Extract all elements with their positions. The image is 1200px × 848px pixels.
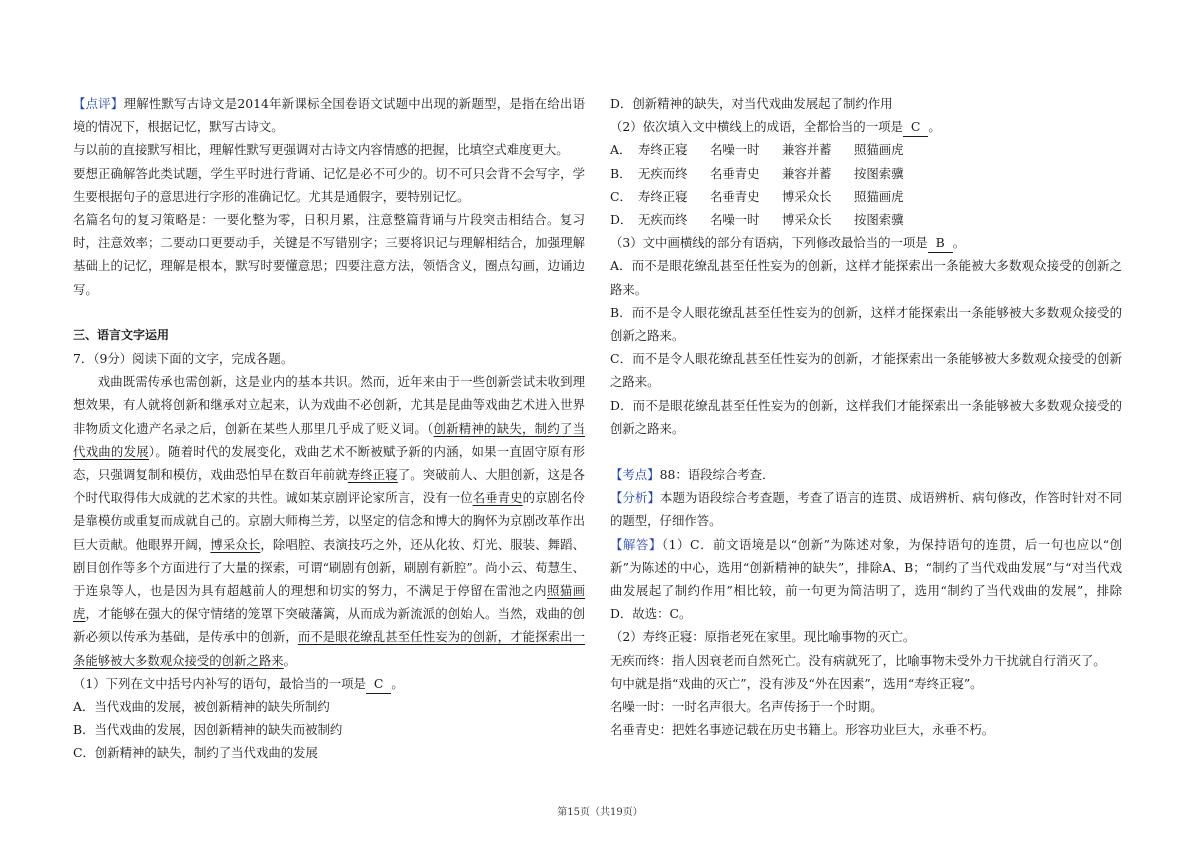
idiom: 兼容并蓄 — [782, 142, 832, 158]
answer-line: （2）寿终正寝：原指老死在家里。现比喻事物的灭亡。 — [610, 629, 916, 645]
q3-option-d: D．而不是眼花缭乱甚至任性妄为的创新，这样我们才能探索出一条能够被大多数观众接受的创新之路来。 — [610, 397, 1122, 436]
question-1 — [73, 672, 585, 695]
idiom: 博采众长 — [782, 212, 832, 228]
q3-option-c: C．而不是令人眼花缭乱甚至任性妄为的创新，才能探索出一条能够被大多数观众接受的创新之路来。 — [610, 351, 1122, 390]
question-3-answer: B — [928, 234, 953, 253]
q1-option-d: D．创新精神的缺失，对当代戏曲发展起了制约作用 — [610, 96, 893, 111]
option-letter: B． — [610, 165, 632, 181]
q2-option-a — [610, 138, 1122, 161]
q2-option-c — [610, 185, 1122, 208]
idiom: 名噪一时 — [710, 142, 760, 158]
question-1-answer: C — [366, 675, 391, 694]
question-2-text: （2）依次填入文中横线上的成语，全都恰当的一项是 — [610, 119, 903, 135]
q3-option-a: A．而不是眼花缭乱甚至任性妄为的创新，这样才能探索出一条能被大多数观众接受的创新之路来。 — [610, 258, 1122, 297]
answer-line: 名噪一时：一时名声很大。名声传扬于一个时期。 — [610, 699, 883, 715]
paragraph-dictation-comparison: 与以前的直接默写相比，理解性默写更强调对古诗文内容情感的把握，比填空式难度更大。 — [73, 142, 569, 158]
question-1-text: （1）下列在文中括号内补写的语句，最恰当的一项是 — [73, 675, 366, 691]
idiom: 博采众长 — [782, 188, 832, 204]
passage-text: 的京剧名伶是靠模仿或重复而成就自己的。京剧大师梅兰芳，以坚定的信念和博大的胸怀为京剧改革作出巨大贡献。他眼界开阔， — [73, 490, 586, 552]
passage-blank-5: 照猫画虎 — [73, 583, 586, 622]
passage-blank-1: 创新精神的缺失，制约了当代戏曲的发展 — [73, 420, 586, 459]
idiom: 按图索骥 — [854, 212, 904, 228]
passage-blank-2: 寿终正寝 — [347, 467, 398, 483]
kaodian-paragraph — [610, 463, 1122, 486]
kaodian-tag: 【考点】 — [610, 467, 660, 483]
jieda-paragraph — [610, 533, 1122, 626]
idiom: 无疾而终 — [638, 165, 688, 181]
idiom: 兼容并蓄 — [782, 165, 832, 181]
jieda-text: （1）C．前文语境是以“创新”为陈述对象，为保持语句的连贯，后一句也应以“创新”为陈述的中心，选用“创新精神的缺失”，排除A、B；“制约了当代戏曲发展”与“对当代戏曲发展起了制约作用”相比较，前一句更为简洁明了，选用“制约了当代戏曲的发展”，排除D．故选：C。 — [610, 536, 1122, 622]
passage-text: ，除唱腔、表演技巧之外，还从化妆、灯光、服装、舞蹈、剧目创作等多个方面进行了大量的探索，可谓“刷剧有创新，刷剧有新腔”。尚小云、荀慧生、于连泉等人，也是因为具有超越前人的理想和切实的努力，不满足于停留在雷池之内 — [73, 536, 586, 599]
question-2 — [610, 115, 1122, 138]
idiom: 名噪一时 — [710, 212, 760, 228]
q2-option-b — [610, 162, 1122, 185]
passage-underlined-sentence: 而不是眼花缭乱甚至任性妄为的创新，才能探索出一条能够被大多数观众接受的创新之路来 — [73, 629, 586, 668]
spacer — [73, 301, 585, 324]
kaodian-text: 88：语段综合考查． — [659, 467, 775, 483]
q2-option-d — [610, 208, 1122, 231]
reading-passage — [73, 370, 585, 672]
option-letter: D． — [610, 212, 633, 228]
option-letter: C． — [610, 188, 632, 204]
idiom: 按图索骥 — [854, 165, 904, 181]
passage-text: ，才能够在强大的保守情绪的笼罩下突破藩篱，从而成为新流派的创始人。当然，戏曲的创新必须以传承为基础，是传承中的创新， — [73, 606, 586, 645]
answer-line: 名垂青史：把姓名事迹记载在历史书籍上。形容功业巨大，永垂不朽。 — [610, 722, 995, 738]
question-3 — [610, 231, 1122, 254]
idiom: 寿终正寝 — [638, 188, 688, 204]
question-3-end: 。 — [952, 235, 966, 251]
question-2-answer: C — [903, 118, 928, 137]
q1-option-c: C．创新精神的缺失，制约了当代戏曲的发展 — [73, 745, 318, 761]
fenxi-tag: 【分析】 — [610, 490, 660, 506]
page-footer: 第15页（共19页） — [557, 807, 643, 818]
idiom: 照猫画虎 — [854, 188, 904, 204]
answer-line: 句中就是指“戏曲的灭亡”，没有涉及“外在因素”，选用“寿终正寝”。 — [610, 675, 983, 691]
passage-blank-4: 博采众长 — [210, 536, 261, 552]
left-column — [73, 92, 585, 765]
right-column — [610, 92, 1122, 741]
question-7-intro: 7．（9分）阅读下面的文字，完成各题。 — [73, 351, 294, 367]
idiom: 无疾而终 — [638, 212, 688, 228]
q1-option-b: B．当代戏曲的发展，因创新精神的缺失而被制约 — [73, 722, 343, 738]
question-3-text: （3）文中画横线的部分有语病，下列修改最恰当的一项是 — [610, 235, 928, 251]
paragraph-recitation-advice: 要想正确解答此类试题，学生平时进行背诵、记忆是必不可少的。切不可只会背不会写字，学生要根据句子的意思进行字形的准确记忆。尤其是通假字，要特别记忆。 — [73, 165, 585, 204]
passage-text: ）。随着时代的发展变化，戏曲艺术不断被赋予新的内涵，如果一直固守原有形态，只强调复制和模仿，戏曲恐怕早在数百年前就 — [73, 443, 585, 483]
idiom: 寿终正寝 — [638, 142, 688, 158]
idiom: 照猫画虎 — [854, 142, 904, 158]
comment-tag: 【点评】 — [73, 96, 124, 111]
q3-option-b: B．而不是令人眼花缭乱甚至任性妄为的创新，这样才能探索出一条能够被大多数观众接受的创新之路来。 — [610, 304, 1122, 344]
passage-blank-3: 名垂青史 — [472, 490, 523, 506]
option-letter: A． — [610, 142, 632, 158]
fenxi-text: 本题为语段综合考查题，考查了语言的连贯、成语辨析、病句修改，作答时针对不同的题型，仔细作答。 — [610, 490, 1123, 529]
idiom: 名垂青史 — [710, 188, 760, 204]
fenxi-paragraph — [610, 486, 1122, 532]
question-1-end: 。 — [391, 675, 404, 691]
comment-paragraph — [73, 92, 585, 138]
comment-text: 理解性默写古诗文是2014年新课标全国卷语文试题中出现的新题型，是指在给出语境的情况下，根据记忆，默写古诗文。 — [73, 96, 585, 135]
passage-text: 了。突破前人、大胆创新，这是各个时代取得伟大成就的艺术家的共性。诚如某京剧评论家所言，没有一位 — [73, 467, 586, 506]
spacer — [610, 440, 1122, 463]
paragraph-review-strategy: 名篇名句的复习策略是：一要化整为零，日积月累，注意整篇背诵与片段突击相结合。复习时，注意效率；二要动口更要动手，关键是不写错别字；三要将识记与理解相结合，加强理解基础上的记忆，理解是根本，默写时要懂意思；四要注意方法，领悟含义，圈点勾画，边诵边写。 — [73, 212, 585, 297]
q1-option-a: A．当代戏曲的发展，被创新精神的缺失所制约 — [73, 699, 330, 715]
passage-text: 。 — [283, 652, 297, 668]
question-2-end: 。 — [928, 119, 941, 135]
passage-text: 戏曲既需传承也需创新，这是业内的基本共识。然而，近年来由于一些创新尝试未收到理想效果，有人就将创新和继承对立起来，认为戏曲不必创新，尤其是昆曲等戏曲艺术进入世界非物质文化遗产名录之后，创新在某些人那里几乎成了贬义词。（ — [73, 374, 585, 436]
answer-line: 无疾而终：指人因衰老而自然死亡。没有病就死了，比喻事物未受外力干扰就自行消灭了。 — [610, 652, 1106, 668]
idiom: 名垂青史 — [710, 165, 760, 181]
section-title: 三、语言文字运用 — [73, 327, 170, 342]
jieda-tag: 【解答】 — [610, 536, 662, 552]
